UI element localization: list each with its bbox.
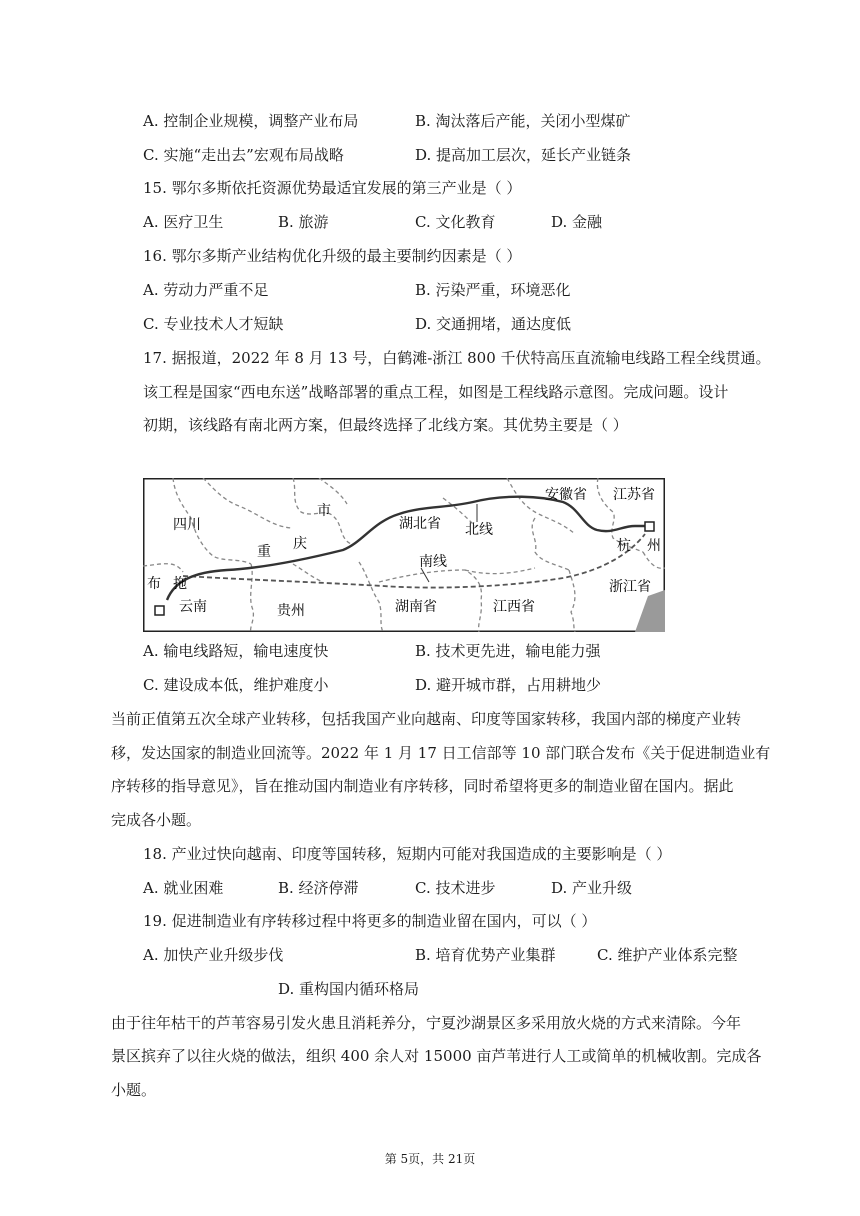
q14-option-b: B. 淘汰落后产能，关闭小型煤矿: [415, 112, 631, 130]
q17-option-a: A. 输电线路短，输电速度快: [143, 642, 329, 660]
label-zhou: 州: [647, 538, 661, 554]
q16-option-b: B. 污染严重，环境恶化: [415, 281, 571, 299]
q19-option-d: D. 重构国内循环格局: [278, 980, 420, 998]
label-south-line: 南线: [419, 554, 447, 570]
passage1-line-2: 移，发达国家的制造业回流等。2022 年 1 月 17 日工信部等 10 部门联合发布《关于促进制造业有: [111, 744, 771, 762]
q16-option-c: C. 专业技术人才短缺: [143, 315, 284, 333]
label-chong: 重: [257, 544, 271, 560]
q16-option-d: D. 交通拥堵，通达度低: [415, 315, 572, 333]
label-bu: 布: [147, 576, 161, 592]
label-hunan: 湖南省: [395, 599, 437, 615]
zhejiang-endpoint-marker: [645, 522, 654, 531]
passage2-line-3: 小题。: [111, 1081, 157, 1099]
label-qing: 庆: [293, 536, 307, 552]
q19-option-b: B. 培育优势产业集群: [415, 946, 556, 964]
q17-option-c: C. 建设成本低，维护难度小: [143, 676, 329, 694]
label-tuo: 拖: [173, 576, 187, 592]
passage1-line-1: 当前正值第五次全球产业转移，包括我国产业向越南、印度等国家转移，我国内部的梯度产业转: [111, 710, 742, 728]
q17-stem-line-2: 该工程是国家“西电东送”战略部署的重点工程，如图是工程线路示意图。完成问题。设计: [143, 383, 729, 401]
q17-stem-line-1: 17. 据报道，2022 年 8 月 13 号，白鹤滩-浙江 800 千伏特高压直流输电线路工程全线贯通。: [143, 349, 771, 367]
q18-option-c: C. 技术进步: [415, 879, 496, 897]
q17-stem-line-3: 初期，该线路有南北两方案，但最终选择了北线方案。其优势主要是（ ）: [143, 416, 628, 434]
label-zhejiang: 浙江省: [609, 579, 651, 595]
q15-option-d: D. 金融: [551, 213, 603, 231]
q17-option-d: D. 避开城市群，占用耕地少: [415, 676, 602, 694]
passage2-line-1: 由于往年枯干的芦苇容易引发火患且消耗养分，宁夏沙湖景区多采用放火烧的方式来清除。今年: [111, 1014, 742, 1032]
passage1-line-4: 完成各小题。: [111, 811, 202, 829]
q14-option-a: A. 控制企业规模，调整产业布局: [143, 112, 359, 130]
q16-stem: 16. 鄂尔多斯产业结构优化升级的最主要制约因素是（ ）: [143, 247, 522, 265]
q19-option-c: C. 维护产业体系完整: [597, 946, 738, 964]
baihetan-endpoint-marker: [155, 606, 164, 615]
q15-stem: 15. 鄂尔多斯依托资源优势最适宜发展的第三产业是（ ）: [143, 179, 522, 197]
label-hubei: 湖北省: [399, 516, 441, 532]
q18-option-b: B. 经济停滞: [278, 879, 359, 897]
label-yunnan: 云南: [179, 599, 207, 615]
q15-option-b: B. 旅游: [278, 213, 329, 231]
passage2-line-2: 景区摈弃了以往火烧的做法，组织 400 余人对 15000 亩芦苇进行人工或简单的机械收割。完成各: [111, 1047, 762, 1065]
label-hang: 杭: [617, 538, 631, 554]
q18-stem: 18. 产业过快向越南、印度等国转移，短期内可能对我国造成的主要影响是（ ）: [143, 845, 672, 863]
q14-option-d: D. 提高加工层次，延长产业链条: [415, 146, 632, 164]
label-sichuan: 四川: [173, 517, 201, 533]
transmission-line-map: [143, 478, 665, 632]
q18-option-a: A. 就业困难: [143, 879, 224, 897]
label-jiangxi: 江西省: [493, 599, 535, 615]
label-guizhou: 贵州: [277, 603, 305, 619]
q19-option-a: A. 加快产业升级步伐: [143, 946, 284, 964]
q15-option-a: A. 医疗卫生: [143, 213, 224, 231]
q19-stem: 19. 促进制造业有序转移过程中将更多的制造业留在国内，可以（ ）: [143, 912, 597, 930]
label-shi: 市: [317, 503, 331, 519]
q18-option-d: D. 产业升级: [551, 879, 633, 897]
label-anhui: 安徽省: [545, 487, 587, 503]
q14-option-c: C. 实施“走出去”宏观布局战略: [143, 146, 344, 164]
q15-option-c: C. 文化教育: [415, 213, 496, 231]
page-footer: 第 5页，共 21页: [384, 1152, 476, 1166]
label-jiangsu: 江苏省: [613, 487, 655, 503]
label-north-line: 北线: [465, 522, 493, 538]
q17-option-b: B. 技术更先进，输电能力强: [415, 642, 601, 660]
q16-option-a: A. 劳动力严重不足: [143, 281, 269, 299]
passage1-line-3: 序转移的指导意见》，旨在推动国内制造业有序转移，同时希望将更多的制造业留在国内。据此: [111, 777, 734, 795]
